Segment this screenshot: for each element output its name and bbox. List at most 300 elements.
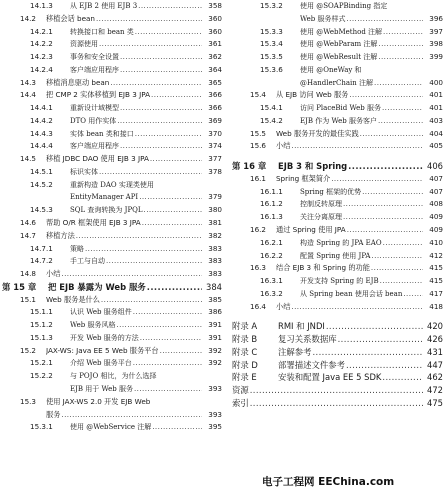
toc-entry-number: 15.4 — [250, 90, 267, 100]
toc-entry-number: 15.3.4 — [260, 39, 283, 49]
toc-page-number: 383 — [208, 269, 222, 279]
toc-entry-row[interactable] — [0, 128, 222, 141]
toc-entry-row[interactable] — [0, 191, 222, 204]
toc-entry-row[interactable] — [230, 198, 443, 211]
toc-entry-title: 策略 — [70, 244, 84, 253]
toc-entry-number: 15.1.2 — [30, 320, 53, 330]
leader-dots — [371, 250, 423, 263]
toc-entry-title-wrap — [70, 204, 202, 217]
toc-page-number: 409 — [429, 225, 443, 235]
toc-entry-title: 小结 — [276, 141, 291, 151]
toc-appendix-row[interactable] — [230, 320, 443, 333]
toc-entry-title: 通过 Spring 使用 JPA — [276, 225, 346, 235]
toc-entry-title: 配置 Spring 使用 JPA — [300, 251, 371, 260]
toc-entry-row[interactable] — [0, 115, 222, 128]
toc-entry-number: 16.2.1 — [260, 237, 283, 247]
leader-dots — [142, 217, 202, 230]
toc-page-number: 366 — [208, 90, 222, 100]
toc-entry-number: 15.2.2 — [30, 371, 53, 381]
toc-entry-row[interactable] — [0, 64, 222, 77]
leader-dots — [61, 409, 202, 422]
toc-entry-title-wrap — [70, 64, 202, 77]
toc-entry-row[interactable] — [0, 204, 222, 217]
leader-dots — [76, 230, 202, 243]
toc-entry-number: 15.3.2 — [260, 1, 283, 10]
toc-entry-title: 客户端应用程序 — [70, 142, 119, 151]
leader-dots — [134, 383, 202, 396]
toc-entry-row[interactable] — [0, 383, 222, 396]
toc-entry-row[interactable] — [230, 288, 443, 301]
toc-entry-title-wrap — [46, 77, 202, 90]
toc-entry-number: 第 16 章 — [232, 161, 267, 172]
toc-entry-title-wrap — [300, 77, 423, 90]
toc-entry-title-wrap — [46, 217, 202, 230]
toc-entry-number: 14.7.1 — [30, 243, 53, 253]
toc-entry-row[interactable] — [0, 89, 222, 102]
leader-dots — [138, 0, 202, 13]
toc-entry-row[interactable] — [0, 13, 222, 26]
toc-entry-row[interactable] — [0, 319, 222, 332]
toc-entry-title: 转换接口和 bean 类 — [70, 27, 134, 36]
toc-entry-title-wrap — [70, 115, 202, 128]
toc-entry-number: 14.6 — [20, 218, 37, 228]
leader-dots — [382, 102, 423, 115]
toc-entry-row[interactable] — [0, 370, 222, 383]
toc-page-number: 360 — [208, 13, 222, 23]
toc-entry-number: 14.5.2 — [30, 179, 53, 189]
toc-entry-title-wrap — [276, 224, 423, 237]
toc-page-number: 366 — [208, 103, 222, 113]
toc-entry-title: 使用 @OneWay 和 — [300, 65, 362, 74]
toc-entry-row[interactable] — [0, 102, 222, 115]
toc-entry-row[interactable] — [230, 384, 443, 397]
toc-entry-title: 重新构造 DAO 实现类使用 — [70, 180, 154, 189]
leader-dots — [160, 345, 202, 358]
toc-entry-row[interactable] — [230, 211, 443, 224]
toc-entry-title-wrap — [70, 179, 202, 192]
toc-entry-number: 15.6 — [250, 141, 267, 151]
leader-dots — [150, 153, 202, 166]
toc-page-number: 412 — [429, 250, 443, 260]
toc-entry-title: Web 服务样式 — [300, 14, 346, 23]
toc-page-number: 358 — [208, 1, 222, 10]
toc-entry-title-wrap — [232, 397, 423, 410]
toc-entry-number: 附录 C — [232, 346, 258, 357]
toc-entry-title: 资源 — [232, 385, 249, 396]
toc-page-number: 409 — [429, 212, 443, 222]
toc-entry-number: 14.2.3 — [30, 52, 53, 62]
toc-entry-title: 资源使用 — [70, 40, 98, 49]
toc-entry-title-wrap — [46, 268, 202, 281]
leader-dots — [85, 243, 202, 256]
leader-dots — [383, 237, 423, 250]
toc-entry-title: 从 Spring bean 使用会话 bean — [300, 289, 403, 298]
toc-entry-row[interactable] — [230, 26, 443, 39]
toc-entry-title: Web 服务是什么 — [46, 294, 100, 304]
toc-entry-title: EJB 3 和 Spring — [278, 161, 348, 172]
toc-entry-title: 控制反转原理 — [300, 200, 342, 209]
toc-entry-title-wrap — [278, 333, 423, 346]
leader-dots — [349, 89, 423, 102]
toc-entry-row[interactable] — [230, 275, 443, 288]
toc-entry-title: 实体 bean 类和接口 — [70, 129, 134, 138]
toc-entry-row[interactable] — [230, 115, 443, 128]
leader-dots — [338, 333, 423, 346]
toc-entry-title-wrap — [300, 102, 423, 115]
toc-page-number: 381 — [208, 218, 222, 228]
leader-dots — [343, 198, 423, 211]
toc-entry-row[interactable] — [230, 250, 443, 263]
toc-entry-title: 小结 — [276, 301, 291, 311]
toc-entry-number: 附录 A — [232, 321, 258, 332]
toc-entry-number: 14.2.4 — [30, 64, 53, 74]
toc-page-number: 472 — [427, 385, 443, 396]
toc-page-number: 369 — [208, 115, 222, 125]
toc-entry-number: 14.7.2 — [30, 256, 53, 266]
toc-entry-title: 关注分离原理 — [300, 213, 342, 222]
leader-dots — [116, 319, 202, 332]
toc-entry-number: 16.1 — [250, 173, 267, 183]
toc-entry-title: 使用 @WebService 注解 — [70, 423, 152, 432]
toc-entry-title: 帮助 O/R 框架使用 EJB 3 JPA — [46, 218, 141, 228]
toc-entry-title: Web 服务开发的最佳实践 — [276, 128, 359, 138]
toc-entry-title: JAX-WS: Java EE 5 Web 服务平台 — [46, 345, 159, 355]
toc-entry-title-wrap — [300, 237, 423, 250]
toc-appendix-row[interactable] — [230, 333, 443, 346]
toc-entry-number: 16.2.2 — [260, 250, 283, 260]
toc-entry-number: 16.3.1 — [260, 276, 283, 286]
toc-page-number: 370 — [208, 128, 222, 138]
toc-entry-row[interactable] — [230, 77, 443, 90]
leader-dots — [99, 38, 202, 51]
toc-page-number: 415 — [429, 263, 443, 273]
toc-entry-title-wrap — [70, 0, 202, 13]
leader-dots — [133, 357, 202, 370]
toc-entry-title-wrap — [46, 396, 202, 409]
toc-entry-title-wrap — [70, 306, 202, 319]
toc-entry-title: 复习关系数据库 — [278, 334, 337, 345]
toc-entry-number: 14.3 — [20, 77, 37, 87]
toc-entry-number: 14.4 — [20, 90, 37, 100]
toc-entry-title-wrap — [300, 38, 423, 51]
toc-page-number: 385 — [208, 294, 222, 304]
toc-entry-title: EntityManager API — [70, 193, 139, 202]
toc-entry-title-wrap — [70, 166, 202, 179]
toc-entry-row[interactable] — [230, 102, 443, 115]
leader-dots — [331, 173, 423, 186]
toc-entry-row[interactable] — [230, 397, 443, 410]
toc-entry-number: 14.5.1 — [30, 166, 53, 176]
toc-entry-row[interactable] — [230, 173, 443, 186]
toc-entry-title-wrap — [278, 371, 423, 384]
toc-entry-title: SQL 查询转换为 JPQL — [70, 206, 143, 215]
toc-page-number: 392 — [208, 358, 222, 368]
toc-entry-title-wrap — [70, 102, 202, 115]
toc-page-number: 382 — [208, 230, 222, 240]
toc-page-number: 407 — [429, 173, 443, 183]
leader-dots — [343, 211, 423, 224]
leader-dots — [348, 160, 423, 173]
toc-entry-row[interactable] — [0, 306, 222, 319]
leader-dots — [106, 255, 202, 268]
leader-dots — [135, 26, 202, 39]
leader-dots — [139, 191, 202, 204]
toc-entry-title: 构造 Spring 的 JPA EAO — [300, 238, 382, 247]
toc-entry-title: RMI 和 JNDI — [278, 321, 325, 332]
toc-entry-title: 与 POJO 相比，为什么选择 — [70, 372, 157, 381]
toc-entry-row[interactable] — [230, 64, 443, 77]
toc-entry-title: 使用 @WebMethod 注解 — [300, 27, 383, 36]
toc-page-number: 386 — [208, 307, 222, 317]
toc-entry-title: 介绍 Web 服务平台 — [70, 359, 132, 368]
toc-entry-row[interactable] — [0, 179, 222, 192]
toc-entry-row[interactable] — [230, 237, 443, 250]
toc-entry-title-wrap — [70, 128, 202, 141]
toc-entry-title-wrap — [70, 38, 202, 51]
leader-dots — [151, 89, 202, 102]
toc-entry-title-wrap — [70, 51, 202, 64]
leader-dots — [360, 128, 423, 141]
toc-entry-number: 15.5 — [250, 128, 267, 138]
toc-entry-row[interactable] — [230, 51, 443, 64]
toc-entry-title: 服务 — [46, 409, 61, 419]
toc-entry-row[interactable] — [0, 217, 222, 230]
toc-entry-number: 14.2.2 — [30, 39, 53, 49]
leader-dots — [140, 332, 202, 345]
toc-entry-row[interactable] — [0, 140, 222, 153]
toc-entry-title-wrap — [278, 320, 423, 333]
toc-entry-title-wrap — [70, 255, 202, 268]
toc-entry-number: 16.2 — [250, 225, 267, 235]
toc-entry-title: 索引 — [232, 397, 249, 408]
toc-page-number: 400 — [429, 77, 443, 87]
toc-entry-number: 15.2.1 — [30, 358, 53, 368]
leader-dots — [378, 38, 423, 51]
toc-entry-title: 访问 PlaceBid Web 服务 — [300, 104, 381, 113]
toc-entry-title-wrap — [300, 51, 423, 64]
toc-entry-title: 使用 JAX-WS 2.0 开发 EJB Web — [46, 396, 151, 406]
toc-entry-title: 把 CMP 2 实体移植到 EJB 3 JPA — [46, 90, 151, 100]
toc-page-number: 406 — [427, 161, 443, 172]
toc-entry-number: 附录 D — [232, 359, 258, 370]
toc-page-number: 397 — [429, 26, 443, 36]
toc-entry-title: 注解参考 — [278, 346, 312, 357]
toc-entry-number: 15.3 — [20, 396, 37, 406]
toc-entry-title: DTO 用作实体 — [70, 116, 117, 125]
toc-entry-title-wrap — [70, 357, 202, 370]
toc-chapter-row[interactable] — [230, 160, 443, 173]
leader-dots — [347, 224, 423, 237]
toc-entry-number: 16.1.3 — [260, 212, 283, 222]
toc-entry-title: 使用 @WebResult 注解 — [300, 53, 378, 62]
toc-entry-row[interactable] — [0, 77, 222, 90]
toc-entry-row[interactable] — [0, 345, 222, 358]
toc-entry-number: 14.2.1 — [30, 26, 53, 36]
toc-entry-title-wrap — [46, 153, 202, 166]
toc-page-number: 398 — [429, 39, 443, 49]
leader-dots — [374, 77, 423, 90]
toc-entry-title-wrap — [300, 0, 423, 13]
leader-dots — [147, 281, 202, 294]
leader-dots — [250, 397, 423, 410]
leader-dots — [346, 359, 423, 372]
toc-page-number: 475 — [427, 397, 443, 408]
toc-entry-row[interactable] — [0, 243, 222, 256]
toc-appendix-row[interactable] — [230, 359, 443, 372]
toc-entry-number: 15.2 — [20, 345, 37, 355]
toc-entry-row[interactable] — [230, 13, 443, 26]
toc-entry-number: 15.3.6 — [260, 64, 283, 74]
toc-entry-row[interactable] — [0, 166, 222, 179]
toc-entry-number: 附录 E — [232, 372, 257, 383]
toc-entry-row[interactable] — [230, 186, 443, 199]
leader-dots — [99, 166, 202, 179]
leader-dots — [291, 140, 423, 153]
leader-dots — [382, 371, 423, 384]
toc-entry-row[interactable] — [0, 409, 222, 422]
toc-page-number: 361 — [208, 39, 222, 49]
toc-entry-title-wrap — [278, 160, 423, 173]
toc-page-number: 395 — [208, 422, 222, 432]
toc-entry-row[interactable] — [230, 262, 443, 275]
leader-dots — [378, 51, 423, 64]
toc-entry-row[interactable] — [230, 301, 443, 314]
toc-page-number: 378 — [208, 166, 222, 176]
toc-entry-title-wrap — [46, 409, 202, 422]
toc-entry-title-wrap — [278, 346, 423, 359]
toc-entry-row[interactable] — [0, 38, 222, 51]
toc-entry-row[interactable] — [0, 294, 222, 307]
toc-entry-number: 14.5 — [20, 154, 37, 164]
leader-dots — [152, 421, 202, 434]
toc-entry-title-wrap — [276, 128, 423, 141]
toc-appendix-row[interactable] — [230, 371, 443, 384]
toc-entry-title: 移植会话 bean — [46, 13, 95, 23]
toc-entry-title-wrap — [70, 243, 202, 256]
toc-entry-title-wrap — [70, 332, 202, 345]
toc-entry-row[interactable] — [0, 255, 222, 268]
leader-dots — [117, 115, 202, 128]
toc-entry-title: 开发支持 Spring 的 EJB — [300, 277, 379, 286]
toc-entry-title-wrap — [300, 115, 423, 128]
toc-entry-row[interactable] — [230, 140, 443, 153]
toc-entry-title-wrap — [300, 288, 423, 301]
toc-entry-row[interactable] — [0, 230, 222, 243]
toc-page-number: 420 — [427, 321, 443, 332]
toc-entry-title: EJB 作为 Web 服务客户 — [300, 116, 377, 125]
toc-page-number: 383 — [208, 256, 222, 266]
toc-entry-title-wrap — [70, 421, 202, 434]
toc-entry-row[interactable] — [0, 0, 222, 13]
toc-entry-row[interactable] — [0, 421, 222, 434]
toc-entry-title: 重新设计域模型 — [70, 104, 119, 113]
toc-entry-number: 第 15 章 — [2, 281, 37, 292]
toc-entry-title: 事务和安全设置 — [70, 53, 119, 62]
toc-entry-title: 移植方法 — [46, 230, 75, 240]
toc-entry-number: 16.3.2 — [260, 288, 283, 298]
toc-entry-row[interactable] — [0, 26, 222, 39]
toc-page-number: 447 — [427, 359, 443, 370]
toc-entry-title-wrap — [300, 250, 423, 263]
toc-entry-title: 使用 @SOAPBinding 指定 — [300, 2, 388, 10]
toc-entry-title: 手工与自动 — [70, 257, 105, 266]
toc-entry-row[interactable] — [230, 89, 443, 102]
toc-entry-row[interactable] — [0, 357, 222, 370]
toc-entry-title-wrap — [70, 26, 202, 39]
toc-entry-title-wrap — [46, 13, 202, 26]
toc-entry-title: 移植 JDBC DAO 使用 EJB 3 JPA — [46, 154, 149, 164]
toc-page-number: 415 — [429, 276, 443, 286]
toc-entry-row[interactable] — [0, 396, 222, 409]
toc-entry-number: 15.3.1 — [30, 422, 53, 432]
toc-entry-row[interactable] — [230, 38, 443, 51]
toc-entry-row[interactable] — [0, 268, 222, 281]
toc-entry-title: 小结 — [46, 269, 61, 279]
toc-entry-row[interactable] — [230, 224, 443, 237]
toc-entry-title: 把 EJB 暴露为 Web 服务 — [48, 281, 146, 292]
toc-entry-title-wrap — [70, 370, 202, 383]
toc-entry-number: 16.1.1 — [260, 186, 283, 196]
leader-dots — [120, 140, 202, 153]
leader-dots — [378, 115, 423, 128]
leader-dots — [120, 51, 202, 64]
toc-entry-title-wrap — [300, 64, 423, 77]
leader-dots — [362, 186, 423, 199]
toc-entry-number: 14.8 — [20, 269, 37, 279]
toc-page-number: 362 — [208, 52, 222, 62]
toc-appendix-row[interactable] — [230, 346, 443, 359]
toc-entry-row[interactable] — [0, 51, 222, 64]
toc-entry-number: 附录 B — [232, 334, 258, 345]
toc-entry-number: 15.1.1 — [30, 307, 53, 317]
toc-chapter-row[interactable] — [0, 281, 222, 294]
toc-entry-title: 部署描述文件参考 — [278, 359, 345, 370]
toc-entry-number: 15.1 — [20, 294, 37, 304]
toc-page-number: 396 — [429, 13, 443, 23]
toc-entry-title: 从 EJB 访问 Web 服务 — [276, 90, 349, 100]
toc-entry-number: 15.3.5 — [260, 52, 283, 62]
toc-entry-title-wrap — [46, 345, 202, 358]
toc-entry-row[interactable] — [0, 332, 222, 345]
leader-dots — [110, 77, 202, 90]
toc-entry-row[interactable] — [230, 0, 443, 13]
leader-dots — [96, 13, 202, 26]
leader-dots — [346, 13, 423, 26]
leader-dots — [120, 102, 202, 115]
toc-entry-title-wrap — [48, 281, 202, 294]
toc-entry-title-wrap — [276, 262, 423, 275]
toc-entry-title-wrap — [70, 319, 202, 332]
section-gap — [230, 153, 443, 160]
toc-entry-title-wrap — [232, 384, 423, 397]
toc-page-number: 401 — [429, 90, 443, 100]
toc-entry-title: 开发 Web 服务的方法 — [70, 333, 139, 342]
toc-entry-title: Spring 框架简介 — [276, 173, 331, 183]
toc-page-number: 384 — [206, 281, 222, 292]
toc-page-number: 418 — [429, 301, 443, 311]
toc-entry-number: 14.4.3 — [30, 128, 53, 138]
toc-entry-title-wrap — [300, 198, 423, 211]
toc-right-column — [230, 0, 443, 410]
leader-dots — [403, 288, 423, 301]
toc-entry-row[interactable] — [0, 153, 222, 166]
toc-page-number: 408 — [429, 199, 443, 209]
leader-dots — [326, 320, 423, 333]
toc-page-number: 374 — [208, 141, 222, 151]
toc-page-number: 380 — [208, 205, 222, 215]
toc-entry-title: @HandlerChain 注解 — [300, 78, 374, 87]
toc-entry-row[interactable] — [230, 128, 443, 141]
